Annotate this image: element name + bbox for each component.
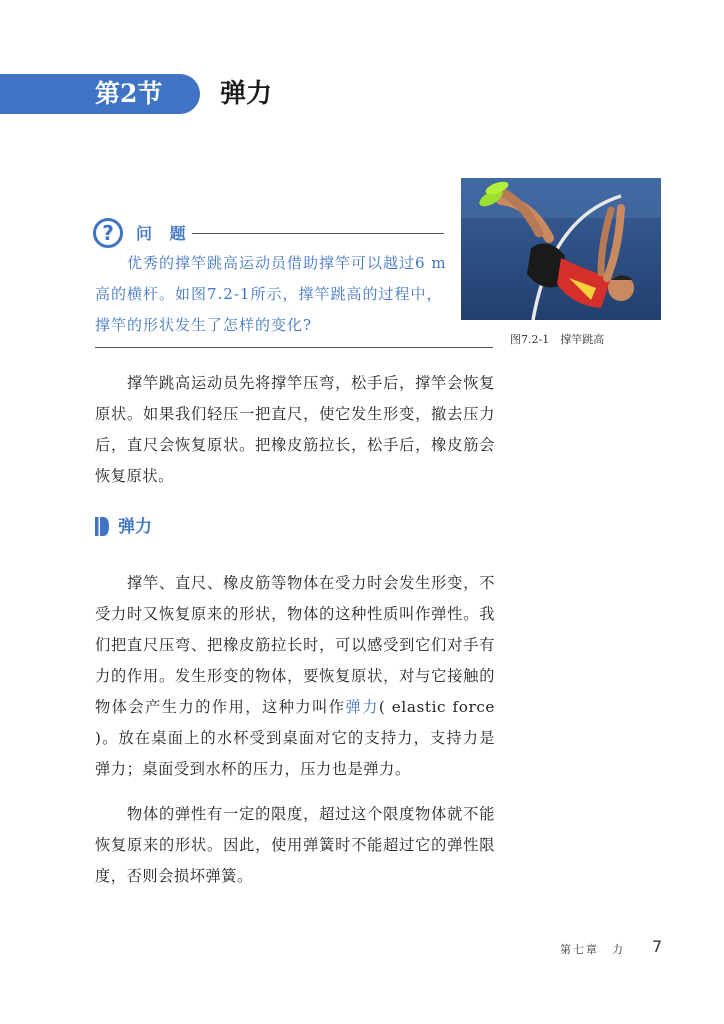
intro-paragraph: 撑竿跳高运动员先将撑竿压弯，松手后，撑竿会恢复原状。如果我们轻压一把直尺，使它发生形变，撤去压力后，直尺会恢复原状。把橡皮筋拉长，松手后，橡皮筋会恢复原状。: [95, 374, 495, 485]
section-title: 弹力: [220, 79, 273, 109]
elasticity-text-before: 撑竿、直尺、橡皮筋等物体在受力时会发生形变，不受力时又恢复原来的形状，物体的这种性质叫作弹性。我们把直尺压弯、把橡皮筋拉长时，可以感受到它们对手有力的作用。发生形变的物体，要恢复原状，对与它接触的物体会产生力的作用，这种力叫作: [95, 574, 495, 716]
subsection-marker-icon: [95, 517, 109, 536]
elastic-limit-paragraph: 物体的弹性有一定的限度，超过这个限度物体就不能恢复原来的形状。因此，使用弹簧时不能超过它的弹性限度，否则会损坏弹簧。: [95, 805, 495, 885]
page-number: 7: [652, 937, 663, 956]
question-bottom-divider: [95, 347, 493, 348]
subsection-title: 弹力: [118, 517, 152, 537]
pole-vault-photo: [461, 178, 661, 320]
question-icon: [93, 218, 123, 248]
question-divider: [192, 233, 444, 234]
chapter-footer: 第七章 力: [560, 943, 625, 956]
svg-text:?: ?: [102, 221, 114, 245]
figure-caption: 图7.2-1 撑竿跳高: [510, 333, 605, 346]
elasticity-text-after: ( elastic force )。放在桌面上的水杯受到桌面对它的支持力，支持力是弹力；桌面受到水杯的压力，压力也是弹力。: [95, 698, 496, 778]
question-text: 优秀的撑竿跳高运动员借助撑竿可以越过6 m高的横杆。如图7.2-1所示，撑竿跳高的过程中，撑竿的形状发生了怎样的变化?: [95, 254, 447, 334]
elasticity-paragraph: [95, 568, 495, 785]
question-label: 问 题: [136, 224, 192, 243]
section-number: 第2节: [95, 79, 163, 108]
elastic-force-term: 弹力: [345, 698, 379, 716]
